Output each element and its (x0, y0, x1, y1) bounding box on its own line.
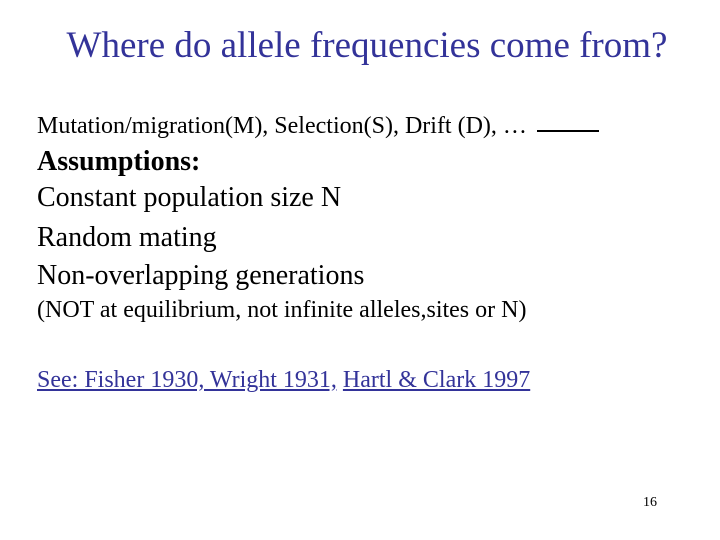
assumptions-heading: Assumptions: (37, 146, 201, 177)
slide-title: Where do allele frequencies come from? (66, 25, 668, 66)
assumption-population-size: Constant population size N (37, 182, 342, 213)
equilibrium-note: (NOT at equilibrium, not infinite alleles,sites or N) (37, 297, 527, 323)
reference-link-fisher-wright[interactable]: See: Fisher 1930, Wright 1931, (37, 367, 337, 393)
references (37, 364, 530, 396)
assumption-non-overlapping: Non-overlapping generations (37, 260, 365, 291)
blank-underline (537, 130, 599, 132)
page-number: 16 (643, 495, 657, 510)
assumption-random-mating: Random mating (37, 222, 217, 253)
intro-text: Mutation/migration(M), Selection(S), Drift (D), … (37, 113, 527, 139)
reference-link-hartl-clark[interactable]: Hartl & Clark 1997 (342, 367, 531, 393)
intro-line (37, 111, 599, 141)
